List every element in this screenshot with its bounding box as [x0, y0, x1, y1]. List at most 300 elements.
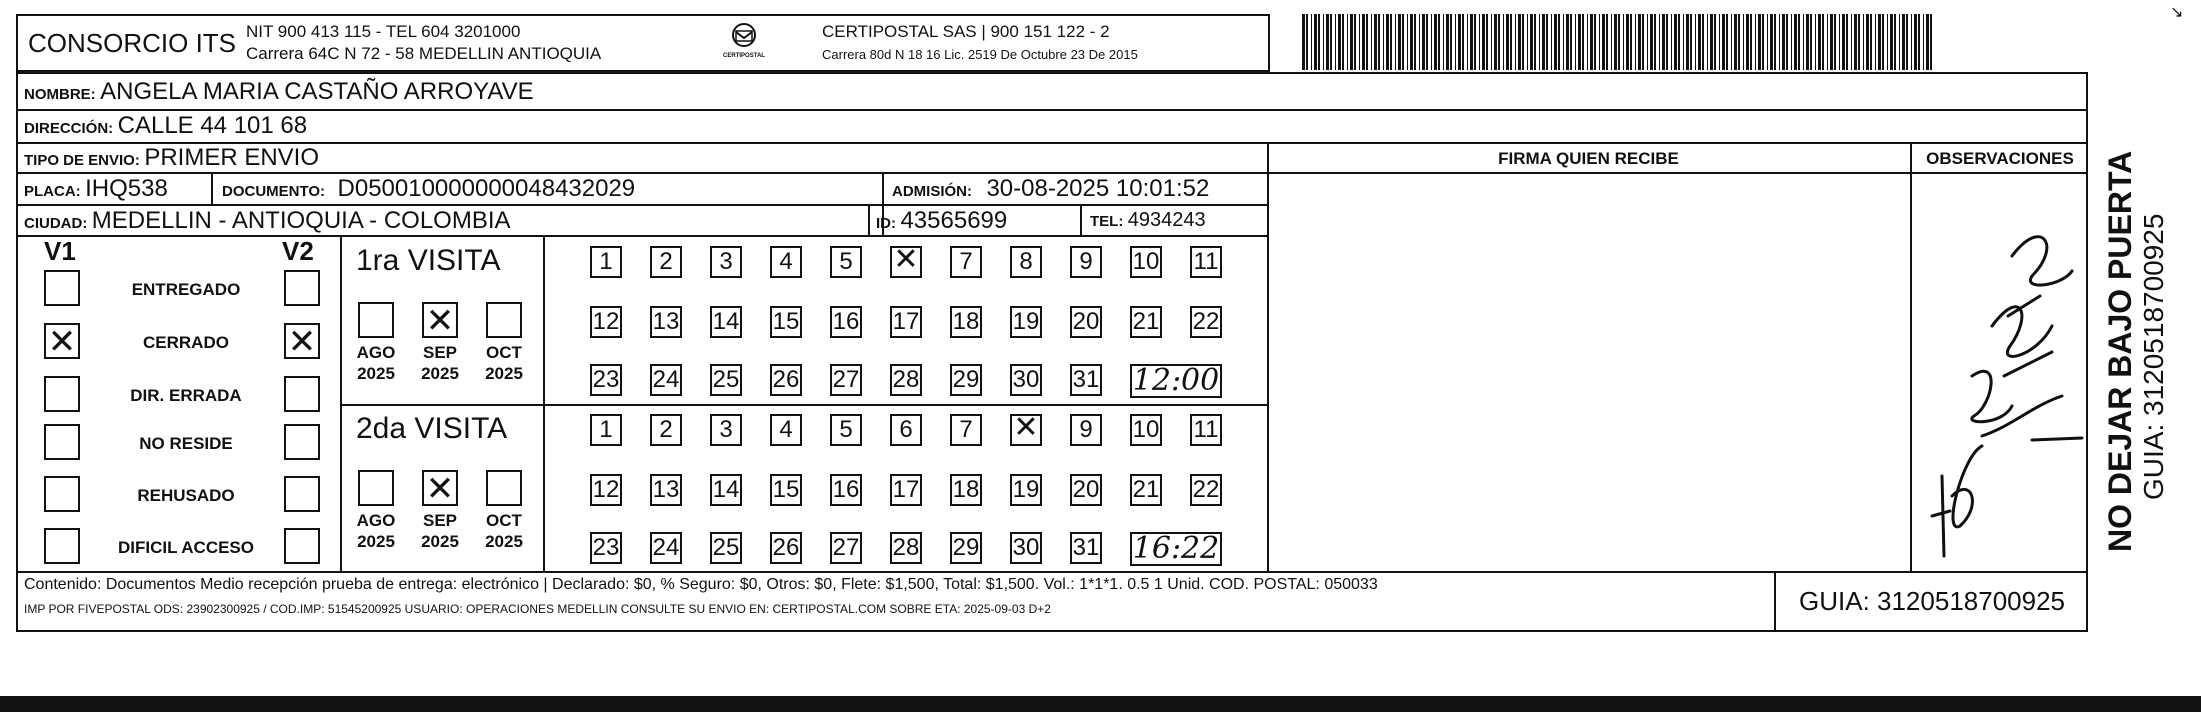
- barcode-bar: [1590, 14, 1593, 70]
- barcode-bar: [1818, 14, 1821, 70]
- visit1-day-2[interactable]: 2: [650, 246, 682, 278]
- documento-label: DOCUMENTO:: [222, 183, 326, 200]
- visit1-month-label: OCT 2025: [485, 343, 523, 383]
- v1-checkbox-2[interactable]: [44, 376, 80, 412]
- v2-checkbox-5[interactable]: [284, 528, 320, 564]
- visit1-day-22[interactable]: 22: [1190, 306, 1222, 338]
- barcode-bar: [1510, 14, 1512, 70]
- barcode-bar: [1779, 14, 1780, 70]
- barcode-bar: [1419, 14, 1420, 70]
- barcode-bar: [1690, 14, 1692, 70]
- barcode-bar: [1758, 14, 1761, 70]
- barcode-bar: [1666, 14, 1668, 70]
- tel-row: [1090, 209, 1206, 232]
- barcode-bar: [1714, 14, 1716, 70]
- barcode-bar: [1383, 14, 1384, 70]
- barcode-bar: [1695, 14, 1696, 70]
- barcode-bar: [1899, 14, 1900, 70]
- admision-label: ADMISIÓN:: [892, 183, 972, 200]
- certipostal-logo: [712, 22, 776, 66]
- barcode: [1302, 14, 1938, 70]
- ciudad-value: MEDELLIN - ANTIOQUIA - COLOMBIA: [91, 207, 511, 234]
- tipo-row: [24, 144, 319, 172]
- visit2-day-22[interactable]: 22: [1190, 474, 1222, 506]
- visit2-day-10[interactable]: 10: [1130, 414, 1162, 446]
- direccion-row: [24, 112, 307, 140]
- visit2-day-3[interactable]: 3: [710, 414, 742, 446]
- barcode-bar: [1458, 14, 1461, 70]
- barcode-bar: [1630, 14, 1632, 70]
- v1-checkbox-3[interactable]: [44, 424, 80, 460]
- barcode-bar: [1546, 14, 1548, 70]
- barcode-bar: [1863, 14, 1864, 70]
- barcode-bar: [1614, 14, 1617, 70]
- v2-checkbox-0[interactable]: [284, 270, 320, 306]
- visit2-day-7[interactable]: 7: [950, 414, 982, 446]
- barcode-bar: [1426, 14, 1428, 70]
- barcode-bar: [1815, 14, 1816, 70]
- barcode-bar: [1671, 14, 1672, 70]
- barcode-bar: [1786, 14, 1788, 70]
- barcode-bar: [1506, 14, 1509, 70]
- barcode-bar: [1386, 14, 1389, 70]
- barcode-bar: [1350, 14, 1353, 70]
- visit1-month-checkbox-oct[interactable]: [486, 302, 522, 338]
- barcode-bar: [1803, 14, 1804, 70]
- barcode-bar: [1314, 14, 1317, 70]
- barcode-bar: [1914, 14, 1917, 70]
- barcode-bar: [1878, 14, 1881, 70]
- company-name: CONSORCIO ITS: [28, 28, 237, 58]
- visit2-day-16[interactable]: 16: [830, 474, 862, 506]
- barcode-bar: [1638, 14, 1641, 70]
- visit1-day-20[interactable]: 20: [1070, 306, 1102, 338]
- barcode-bar: [1887, 14, 1888, 70]
- barcode-bar: [1683, 14, 1684, 70]
- id-value: 43565699: [900, 207, 1008, 234]
- visit1-day-5[interactable]: 5: [830, 246, 862, 278]
- barcode-bar: [1570, 14, 1572, 70]
- barcode-bar: [1782, 14, 1785, 70]
- barcode-bar: [1827, 14, 1828, 70]
- barcode-bar: [1626, 14, 1629, 70]
- barcode-bar: [1414, 14, 1416, 70]
- barcode-bar: [1407, 14, 1408, 70]
- envelope-icon: [724, 22, 764, 48]
- status-option-label: DIFICIL ACCESO: [117, 538, 254, 557]
- admision-value: 30-08-2025 10:01:52: [986, 175, 1210, 202]
- barcode-bar: [1774, 14, 1776, 70]
- barcode-bar: [1707, 14, 1708, 70]
- direccion-label: DIRECCIÓN:: [24, 120, 114, 137]
- barcode-bar: [1662, 14, 1665, 70]
- visit1-day-21[interactable]: 21: [1130, 306, 1162, 338]
- visit2-month-checkbox-oct[interactable]: [486, 470, 522, 506]
- visit1-time[interactable]: 12:00: [1130, 364, 1222, 398]
- visit1-day-26[interactable]: 26: [770, 364, 802, 396]
- visit2-day-19[interactable]: 19: [1010, 474, 1042, 506]
- visit2-day-14[interactable]: 14: [710, 474, 742, 506]
- v1-checkbox-1[interactable]: [44, 323, 80, 359]
- visit2-day-17[interactable]: 17: [890, 474, 922, 506]
- barcode-bar: [1482, 14, 1485, 70]
- barcode-bar: [1894, 14, 1896, 70]
- visit1-month-checkbox-sep[interactable]: [422, 302, 458, 338]
- tel-label: TEL:: [1090, 213, 1124, 230]
- barcode-bar: [1371, 14, 1372, 70]
- admision-row: [892, 175, 1209, 203]
- visit2-day-27[interactable]: 27: [830, 532, 862, 564]
- visit2-day-9[interactable]: 9: [1070, 414, 1102, 446]
- barcode-bar: [1434, 14, 1437, 70]
- visit2-month-checkbox-sep[interactable]: [422, 470, 458, 506]
- barcode-bar: [1582, 14, 1584, 70]
- visit2-month-checkbox-ago[interactable]: [358, 470, 394, 506]
- barcode-bar: [1470, 14, 1473, 70]
- barcode-bar: [1923, 14, 1924, 70]
- barcode-bar: [1318, 14, 1320, 70]
- visit2-day-4[interactable]: 4: [770, 414, 802, 446]
- nombre-row: [24, 78, 534, 106]
- visit1-day-7[interactable]: 7: [950, 246, 982, 278]
- barcode-bar: [1494, 14, 1497, 70]
- firma-header: FIRMA QUIEN RECIBE: [1498, 149, 1679, 168]
- barcode-bar: [1750, 14, 1752, 70]
- barcode-bar: [1719, 14, 1720, 70]
- barcode-bar: [1402, 14, 1404, 70]
- barcode-bar: [1431, 14, 1432, 70]
- placa-label: PLACA:: [24, 183, 81, 200]
- barcode-bar: [1438, 14, 1440, 70]
- footer-guia: GUIA: 3120518700925: [1799, 586, 2065, 616]
- barcode-bar: [1810, 14, 1812, 70]
- barcode-bar: [1770, 14, 1773, 70]
- barcode-bar: [1335, 14, 1336, 70]
- barcode-bar: [1870, 14, 1872, 70]
- side-guia: [2138, 100, 2170, 500]
- visit2-day-11[interactable]: 11: [1190, 414, 1222, 446]
- visit1-day-13[interactable]: 13: [650, 306, 682, 338]
- barcode-bar: [1918, 14, 1920, 70]
- nombre-value: ANGELA MARIA CASTAÑO ARROYAVE: [100, 78, 534, 105]
- barcode-bar: [1611, 14, 1612, 70]
- barcode-bar: [1686, 14, 1689, 70]
- visit2-month-label: OCT 2025: [485, 511, 523, 551]
- barcode-bar: [1503, 14, 1504, 70]
- v1-checkbox-0[interactable]: [44, 270, 80, 306]
- v2-checkbox-2[interactable]: [284, 376, 320, 412]
- barcode-bar: [1530, 14, 1533, 70]
- visit1-day-11[interactable]: 11: [1190, 246, 1222, 278]
- visit2-day-20[interactable]: 20: [1070, 474, 1102, 506]
- barcode-bar: [1443, 14, 1444, 70]
- footer-contenido: Contenido: Documentos Medio recepción prueba de entrega: electrónico | Declarado: $0, % Seguro: $0, Otros: $0, Flete: $1,500, Total: $1,500. Vol.: 1*1*1. 0.5 1 Unid. COD. POSTAL: 050033: [24, 576, 1378, 593]
- barcode-bar: [1410, 14, 1413, 70]
- barcode-bar: [1858, 14, 1860, 70]
- handwritten-signature: [1912, 176, 2088, 570]
- barcode-bar: [1534, 14, 1536, 70]
- footer-imp: IMP POR FIVEPOSTAL ODS: 23902300925 / COD.IMP: 51545200925 USUARIO: OPERACIONES MEDELLIN CONSULTE SU ENVIO EN: CERTIPOSTAL.COM SOBRE ETA: 2025-09-03 D+2: [24, 602, 1051, 616]
- visit1-day-12[interactable]: 12: [590, 306, 622, 338]
- barcode-bar: [1755, 14, 1756, 70]
- barcode-bar: [1654, 14, 1656, 70]
- barcode-bar: [1378, 14, 1380, 70]
- barcode-bar: [1522, 14, 1524, 70]
- visit1-day-18[interactable]: 18: [950, 306, 982, 338]
- barcode-bar: [1635, 14, 1636, 70]
- barcode-bar: [1566, 14, 1569, 70]
- visit2-day-29[interactable]: 29: [950, 532, 982, 564]
- visit1-day-29[interactable]: 29: [950, 364, 982, 396]
- visit2-month-label: AGO 2025: [356, 511, 396, 551]
- barcode-bar: [1486, 14, 1488, 70]
- barcode-bar: [1659, 14, 1660, 70]
- barcode-bar: [1726, 14, 1728, 70]
- company-address: Carrera 64C N 72 - 58 MEDELLIN ANTIOQUIA: [246, 44, 602, 63]
- visit1-month-label: SEP 2025: [421, 343, 459, 383]
- visit2-day-18[interactable]: 18: [950, 474, 982, 506]
- barcode-bar: [1527, 14, 1528, 70]
- barcode-bar: [1359, 14, 1360, 70]
- barcode-bar: [1854, 14, 1857, 70]
- visit2-day-13[interactable]: 13: [650, 474, 682, 506]
- barcode-bar: [1767, 14, 1768, 70]
- visit1-day-17[interactable]: 17: [890, 306, 922, 338]
- visit2-title: 2da VISITA: [356, 412, 508, 445]
- barcode-bar: [1587, 14, 1588, 70]
- visit1-day-28[interactable]: 28: [890, 364, 922, 396]
- barcode-bar: [1602, 14, 1605, 70]
- documento-row: [222, 175, 635, 203]
- barcode-bar: [1390, 14, 1392, 70]
- bottom-bar: [0, 696, 2201, 712]
- visit1-day-8[interactable]: 8: [1010, 246, 1042, 278]
- visit2-day-24[interactable]: 24: [650, 532, 682, 564]
- nombre-label: NOMBRE:: [24, 86, 96, 103]
- barcode-bar: [1515, 14, 1516, 70]
- visit1-day-16[interactable]: 16: [830, 306, 862, 338]
- visit1-day-27[interactable]: 27: [830, 364, 862, 396]
- barcode-bar: [1650, 14, 1653, 70]
- status-option-label: NO RESIDE: [139, 434, 233, 453]
- visit2-day-26[interactable]: 26: [770, 532, 802, 564]
- barcode-bar: [1798, 14, 1800, 70]
- visit1-day-9[interactable]: 9: [1070, 246, 1102, 278]
- side-guia-text: GUIA: 3120518700925: [2138, 213, 2169, 500]
- visit1-day-15[interactable]: 15: [770, 306, 802, 338]
- barcode-bar: [1347, 14, 1348, 70]
- placa-row: [24, 175, 168, 203]
- barcode-bar: [1542, 14, 1545, 70]
- barcode-bar: [1539, 14, 1540, 70]
- barcode-bar: [1374, 14, 1377, 70]
- barcode-bar: [1734, 14, 1737, 70]
- barcode-bar: [1822, 14, 1824, 70]
- visit1-day-25[interactable]: 25: [710, 364, 742, 396]
- barcode-bar: [1906, 14, 1908, 70]
- visit2-month-label: SEP 2025: [421, 511, 459, 551]
- barcode-bar: [1558, 14, 1560, 70]
- id-label: ID:: [876, 215, 896, 232]
- barcode-bar: [1422, 14, 1425, 70]
- barcode-bar: [1926, 14, 1929, 70]
- status-option-label: DIR. ERRADA: [130, 386, 242, 405]
- visit1-day-1[interactable]: 1: [590, 246, 622, 278]
- barcode-bar: [1710, 14, 1713, 70]
- barcode-bar: [1791, 14, 1792, 70]
- barcode-bar: [1498, 14, 1500, 70]
- corner-arrow: ↘: [2170, 4, 2184, 21]
- status-option-label: REHUSADO: [137, 486, 235, 505]
- barcode-bar: [1326, 14, 1329, 70]
- barcode-bar: [1398, 14, 1401, 70]
- tipo-value: PRIMER ENVIO: [144, 144, 320, 171]
- visit2-day-1[interactable]: 1: [590, 414, 622, 446]
- status-option-label: CERRADO: [143, 333, 229, 352]
- barcode-bar: [1911, 14, 1912, 70]
- v2-checkbox-3[interactable]: [284, 424, 320, 460]
- tel-value: 4934243: [1127, 209, 1206, 231]
- barcode-bar: [1890, 14, 1893, 70]
- barcode-bar: [1342, 14, 1344, 70]
- documento-value: D050010000000048432029: [337, 175, 636, 202]
- barcode-bar: [1702, 14, 1704, 70]
- logo-caption: CERTIPOSTAL: [723, 53, 765, 59]
- ciudad-label: CIUDAD:: [24, 215, 88, 232]
- barcode-bar: [1474, 14, 1476, 70]
- barcode-bar: [1563, 14, 1564, 70]
- barcode-bar: [1479, 14, 1480, 70]
- barcode-bar: [1851, 14, 1852, 70]
- v1-label: V1: [44, 236, 76, 266]
- visit1-day-3[interactable]: 3: [710, 246, 742, 278]
- barcode-bar: [1882, 14, 1884, 70]
- barcode-bar: [1462, 14, 1464, 70]
- barcode-bar: [1866, 14, 1869, 70]
- barcode-bar: [1839, 14, 1840, 70]
- visit1-day-23[interactable]: 23: [590, 364, 622, 396]
- barcode-bar: [1623, 14, 1624, 70]
- ciudad-row: [24, 207, 511, 235]
- id-row: [876, 207, 1007, 235]
- visit1-month-label: AGO 2025: [356, 343, 396, 383]
- barcode-bar: [1606, 14, 1608, 70]
- barcode-bar: [1698, 14, 1701, 70]
- visit1-day-31[interactable]: 31: [1070, 364, 1102, 396]
- visit2-day-31[interactable]: 31: [1070, 532, 1102, 564]
- certipostal-line: CERTIPOSTAL SAS | 900 151 122 - 2: [822, 22, 1110, 41]
- barcode-bar: [1306, 14, 1308, 70]
- visit1-day-30[interactable]: 30: [1010, 364, 1042, 396]
- barcode-bar: [1551, 14, 1552, 70]
- visit2-time[interactable]: 16:22: [1130, 532, 1222, 566]
- barcode-bar: [1311, 14, 1312, 70]
- certipostal-address: Carrera 80d N 18 16 Lic. 2519 De Octubre 23 De 2015: [822, 47, 1138, 62]
- barcode-bar: [1834, 14, 1836, 70]
- barcode-bar: [1455, 14, 1456, 70]
- status-option-label: ENTREGADO: [131, 280, 241, 299]
- visit2-day-2[interactable]: 2: [650, 414, 682, 446]
- barcode-bar: [1902, 14, 1905, 70]
- visit2-day-6[interactable]: 6: [890, 414, 922, 446]
- visit2-day-25[interactable]: 25: [710, 532, 742, 564]
- barcode-bar: [1794, 14, 1797, 70]
- barcode-bar: [1467, 14, 1468, 70]
- placa-value: IHQ538: [85, 175, 168, 202]
- barcode-bar: [1395, 14, 1396, 70]
- barcode-bar: [1599, 14, 1600, 70]
- visit2-day-23[interactable]: 23: [590, 532, 622, 564]
- v2-checkbox-4[interactable]: [284, 476, 320, 512]
- visit2-day-28[interactable]: 28: [890, 532, 922, 564]
- visit2-day-30[interactable]: 30: [1010, 532, 1042, 564]
- barcode-bar: [1618, 14, 1620, 70]
- visit1-day-14[interactable]: 14: [710, 306, 742, 338]
- barcode-bar: [1594, 14, 1596, 70]
- barcode-bar: [1738, 14, 1740, 70]
- barcode-bar: [1518, 14, 1521, 70]
- barcode-bar: [1323, 14, 1324, 70]
- visit1-day-19[interactable]: 19: [1010, 306, 1042, 338]
- visit1-day-24[interactable]: 24: [650, 364, 682, 396]
- barcode-bar: [1642, 14, 1644, 70]
- barcode-bar: [1846, 14, 1848, 70]
- barcode-bar: [1362, 14, 1365, 70]
- visit1-day-10[interactable]: 10: [1130, 246, 1162, 278]
- barcode-bar: [1674, 14, 1677, 70]
- barcode-bar: [1746, 14, 1749, 70]
- barcode-bar: [1731, 14, 1732, 70]
- barcode-bar: [1722, 14, 1725, 70]
- barcode-bar: [1578, 14, 1581, 70]
- barcode-bar: [1554, 14, 1557, 70]
- observaciones-header: OBSERVACIONES: [1926, 149, 2074, 168]
- visit2-day-12[interactable]: 12: [590, 474, 622, 506]
- barcode-bar: [1330, 14, 1332, 70]
- barcode-bar: [1366, 14, 1368, 70]
- direccion-value: CALLE 44 101 68: [117, 112, 308, 139]
- barcode-bar: [1678, 14, 1680, 70]
- barcode-bar: [1762, 14, 1764, 70]
- barcode-bar: [1842, 14, 1845, 70]
- side-warning-text: NO DEJAR BAJO PUERTA: [2102, 150, 2138, 552]
- barcode-bar: [1354, 14, 1356, 70]
- barcode-bar: [1302, 14, 1305, 70]
- barcode-bar: [1875, 14, 1876, 70]
- visit1-day-4[interactable]: 4: [770, 246, 802, 278]
- tipo-label: TIPO DE ENVIO:: [24, 152, 140, 169]
- barcode-bar: [1806, 14, 1809, 70]
- visit2-day-5[interactable]: 5: [830, 414, 862, 446]
- barcode-bar: [1446, 14, 1449, 70]
- barcode-bar: [1575, 14, 1576, 70]
- company-nit: NIT 900 413 115 - TEL 604 3201000: [246, 22, 521, 41]
- barcode-bar: [1647, 14, 1648, 70]
- visit2-day-15[interactable]: 15: [770, 474, 802, 506]
- v2-label: V2: [282, 236, 314, 266]
- visit2-day-21[interactable]: 21: [1130, 474, 1162, 506]
- barcode-bar: [1743, 14, 1744, 70]
- visit1-month-checkbox-ago[interactable]: [358, 302, 394, 338]
- barcode-bar: [1450, 14, 1452, 70]
- visit1-day-6[interactable]: [890, 246, 922, 278]
- barcode-bar: [1491, 14, 1492, 70]
- v2-checkbox-1[interactable]: [284, 323, 320, 359]
- v1-checkbox-5[interactable]: [44, 528, 80, 564]
- barcode-bar: [1930, 14, 1932, 70]
- v1-checkbox-4[interactable]: [44, 476, 80, 512]
- visit2-day-8[interactable]: [1010, 414, 1042, 446]
